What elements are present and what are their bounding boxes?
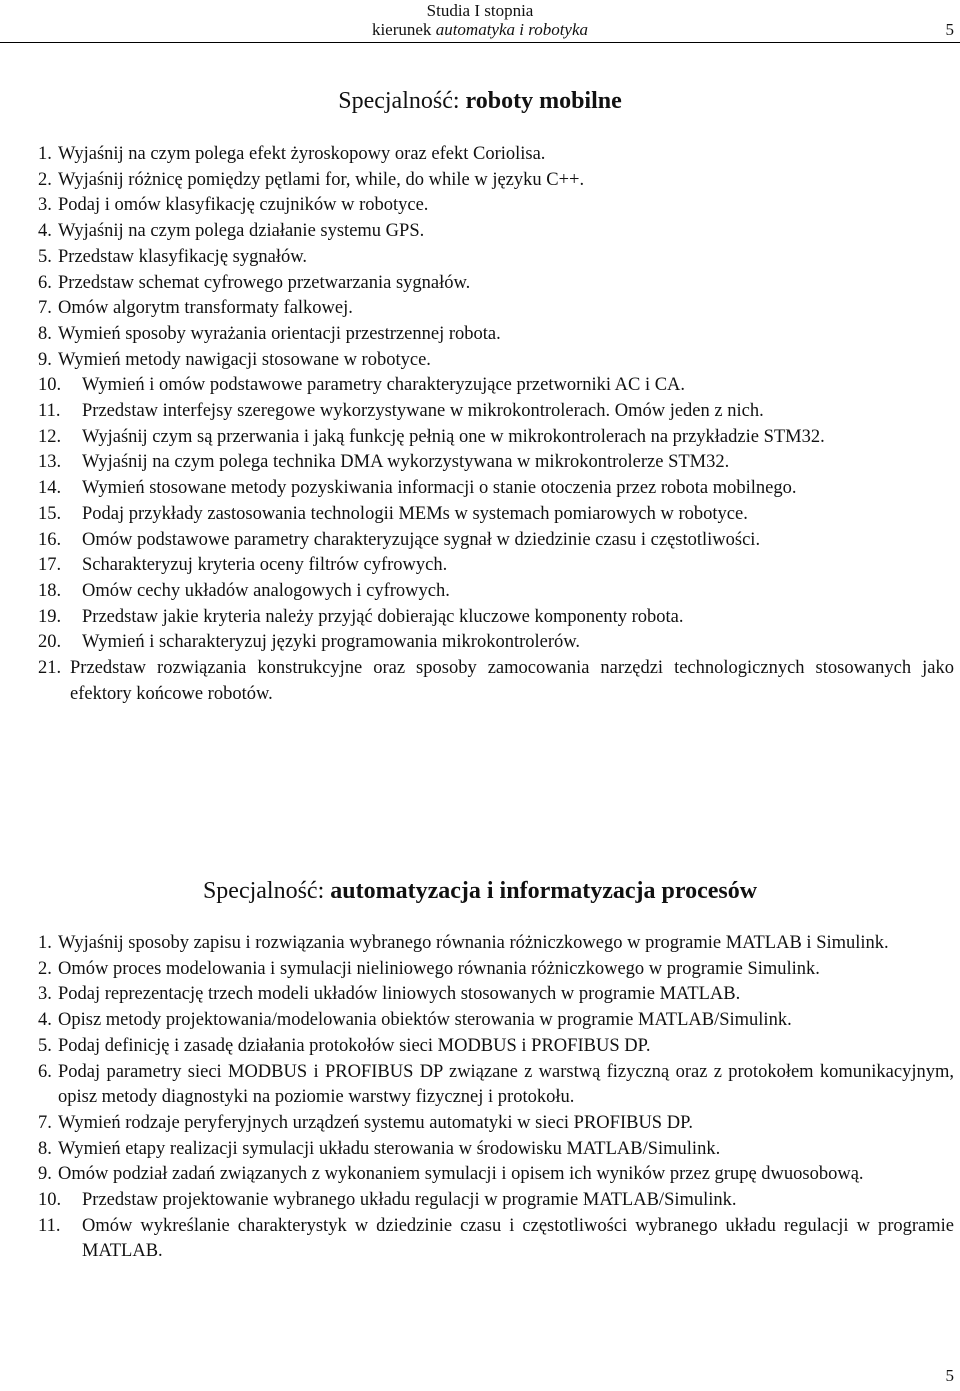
header-field-name: automatyka i robotyka [435, 20, 589, 39]
question-number: 13. [38, 452, 62, 473]
question-number: 12. [38, 426, 62, 447]
question-number: 5. [38, 1035, 52, 1056]
header-page-number: 5 [945, 20, 954, 39]
question-list-automatyzacja [38, 931, 954, 1265]
question-number: 16. [38, 529, 62, 550]
question-item [38, 656, 954, 707]
question-item [38, 348, 954, 374]
question-text: Przedstaw jakie kryteria należy przyjąć dobierając kluczowe komponenty robota. [82, 606, 684, 627]
header-field-prefix: kierunek [371, 20, 436, 39]
question-item [38, 219, 954, 245]
section-title-prefix: Specjalność: [338, 88, 466, 114]
question-number: 7. [38, 1112, 52, 1133]
question-number: 17. [38, 555, 62, 576]
question-text: Wyjaśnij na czym polega technika DMA wykorzystywana w mikrokontrolerze STM32. [82, 452, 730, 473]
question-text: Wymień stosowane metody pozyskiwania informacji o stanie otoczenia przez robota mobilnego. [82, 478, 797, 499]
question-number: 5. [38, 246, 52, 267]
question-item [38, 271, 954, 297]
question-item [38, 142, 954, 168]
question-text: Podaj definicję i zasadę działania protokołów sieci MODBUS i PROFIBUS DP. [58, 1035, 651, 1056]
question-text: Omów wykreślanie charakterystyk w dziedzinie czasu i częstotliwości wybranego układu regulacji w programie MATLAB. [82, 1215, 954, 1262]
question-number: 8. [38, 323, 52, 344]
question-number: 10. [38, 1190, 62, 1211]
question-text: Opisz metody projektowania/modelowania obiektów sterowania w programie MATLAB/Simulink. [58, 1010, 792, 1031]
question-text: Wyjaśnij na czym polega działanie systemu GPS. [58, 221, 425, 242]
section-title-roboty-mobilne [0, 87, 960, 115]
question-text: Podaj reprezentację trzech modeli układów liniowych stosowanych w programie MATLAB. [58, 984, 741, 1005]
question-item [38, 1008, 954, 1034]
question-text: Omów cechy układów analogowych i cyfrowych. [82, 580, 450, 601]
question-number: 2. [38, 169, 52, 190]
question-item [38, 1188, 954, 1214]
question-item [38, 605, 954, 631]
footer-page-number: 5 [945, 1366, 954, 1385]
question-number: 19. [38, 606, 62, 627]
question-text: Przedstaw rozwiązania konstrukcyjne oraz sposoby zamocowania narzędzi technologicznych stosowanych jako efektory końcowe robotów. [70, 658, 954, 704]
header-study-level: Studia I stopnia [426, 1, 534, 20]
question-number: 10. [38, 375, 62, 396]
page-header [0, 0, 960, 42]
question-number: 1. [38, 933, 52, 953]
question-number: 11. [38, 1215, 61, 1236]
question-text: Podaj przykłady zastosowania technologii MEMs w systemach pomiarowych w robotyce. [82, 503, 748, 524]
question-list-roboty-mobilne [38, 142, 954, 707]
header-field-of-study [0, 20, 960, 40]
section-title-specialty: automatyzacja i informatyzacja procesów [330, 878, 758, 904]
question-item [38, 193, 954, 219]
question-text: Wymień sposoby wyrażania orientacji przestrzennej robota. [58, 323, 501, 344]
question-number: 14. [38, 478, 62, 499]
question-item [38, 553, 954, 579]
question-text: Wymień i omów podstawowe parametry charakteryzujące przetworniki AC i CA. [82, 375, 686, 396]
question-item [38, 1162, 954, 1188]
question-text: Przedstaw interfejsy szeregowe wykorzystywane w mikrokontrolerach. Omów jeden z nich. [82, 401, 764, 422]
question-text: Wyjaśnij różnicę pomiędzy pętlami for, while, do while w języku C++. [58, 169, 585, 190]
question-item [38, 425, 954, 451]
question-item [38, 168, 954, 194]
question-item [38, 1214, 954, 1265]
question-item [38, 630, 954, 656]
question-text: Omów podział zadań związanych z wykonaniem symulacji i opisem ich wyników przez grupę dwuosobową. [58, 1164, 864, 1185]
question-item [38, 502, 954, 528]
question-item [38, 957, 954, 983]
question-text: Podaj i omów klasyfikację czujników w robotyce. [58, 195, 429, 216]
question-text: Scharakteryzuj kryteria oceny filtrów cyfrowych. [82, 555, 448, 576]
question-text: Wymień i scharakteryzuj języki programowania mikrokontrolerów. [82, 632, 581, 653]
question-text: Przedstaw projektowanie wybranego układu regulacji w programie MATLAB/Simulink. [82, 1190, 737, 1211]
section-title-automatyzacja [0, 877, 960, 905]
question-text: Wymień metody nawigacji stosowane w robotyce. [58, 349, 431, 370]
question-item [38, 322, 954, 348]
question-number: 9. [38, 349, 52, 370]
question-item [38, 245, 954, 271]
question-number: 9. [38, 1164, 52, 1185]
question-text: Omów algorytm transformaty falkowej. [58, 298, 353, 319]
question-number: 2. [38, 958, 52, 979]
section-title-specialty: roboty mobilne [465, 88, 622, 114]
question-number: 1. [38, 144, 52, 164]
question-number: 21. [38, 658, 62, 679]
question-number: 11. [38, 401, 61, 422]
question-item [38, 931, 954, 957]
question-number: 20. [38, 632, 62, 653]
question-number: 6. [38, 1061, 52, 1082]
question-item [38, 1060, 954, 1111]
question-item [38, 982, 954, 1008]
question-text: Omów podstawowe parametry charakteryzujące sygnał w dziedzinie czasu i częstotliwości. [82, 529, 761, 550]
question-item [38, 1034, 954, 1060]
question-text: Wyjaśnij czym są przerwania i jaką funkcję pełnią one w mikrokontrolerach na przykładzie STM32. [82, 426, 825, 447]
question-text: Wyjaśnij sposoby zapisu i rozwiązania wybranego równania różniczkowego w programie MATLAB i Simulink. [58, 933, 889, 953]
question-item [38, 528, 954, 554]
question-number: 4. [38, 1010, 52, 1031]
question-number: 15. [38, 503, 62, 524]
question-number: 4. [38, 221, 52, 242]
question-number: 6. [38, 272, 52, 293]
question-item [38, 476, 954, 502]
question-item [38, 296, 954, 322]
question-number: 18. [38, 580, 62, 601]
question-item [38, 450, 954, 476]
question-item [38, 1137, 954, 1163]
question-text: Podaj parametry sieci MODBUS i PROFIBUS DP związane z warstwą fizyczną oraz z protokołem komunikacyjnym, opisz metody diagnostyki na poziomie warstwy fizycznej i protokołu. [58, 1061, 954, 1108]
header-divider [0, 42, 960, 43]
question-item [38, 579, 954, 605]
question-text: Wymień rodzaje peryferyjnych urządzeń systemu automatyki w sieci PROFIBUS DP. [58, 1112, 693, 1133]
question-text: Przedstaw schemat cyfrowego przetwarzania sygnałów. [58, 272, 471, 293]
section-title-prefix: Specjalność: [202, 878, 331, 904]
question-number: 3. [38, 984, 52, 1005]
question-text: Omów proces modelowania i symulacji nieliniowego równania różniczkowego w programie Simulink. [58, 958, 820, 979]
question-number: 3. [38, 195, 52, 216]
question-text: Wymień etapy realizacji symulacji układu sterowania w środowisku MATLAB/Simulink. [58, 1138, 721, 1159]
question-number: 7. [38, 298, 52, 319]
question-item [38, 1111, 954, 1137]
question-text: Wyjaśnij na czym polega efekt żyroskopowy oraz efekt Coriolisa. [58, 144, 546, 164]
question-item [38, 399, 954, 425]
question-number: 8. [38, 1138, 52, 1159]
question-text: Przedstaw klasyfikację sygnałów. [58, 246, 307, 267]
question-item [38, 373, 954, 399]
